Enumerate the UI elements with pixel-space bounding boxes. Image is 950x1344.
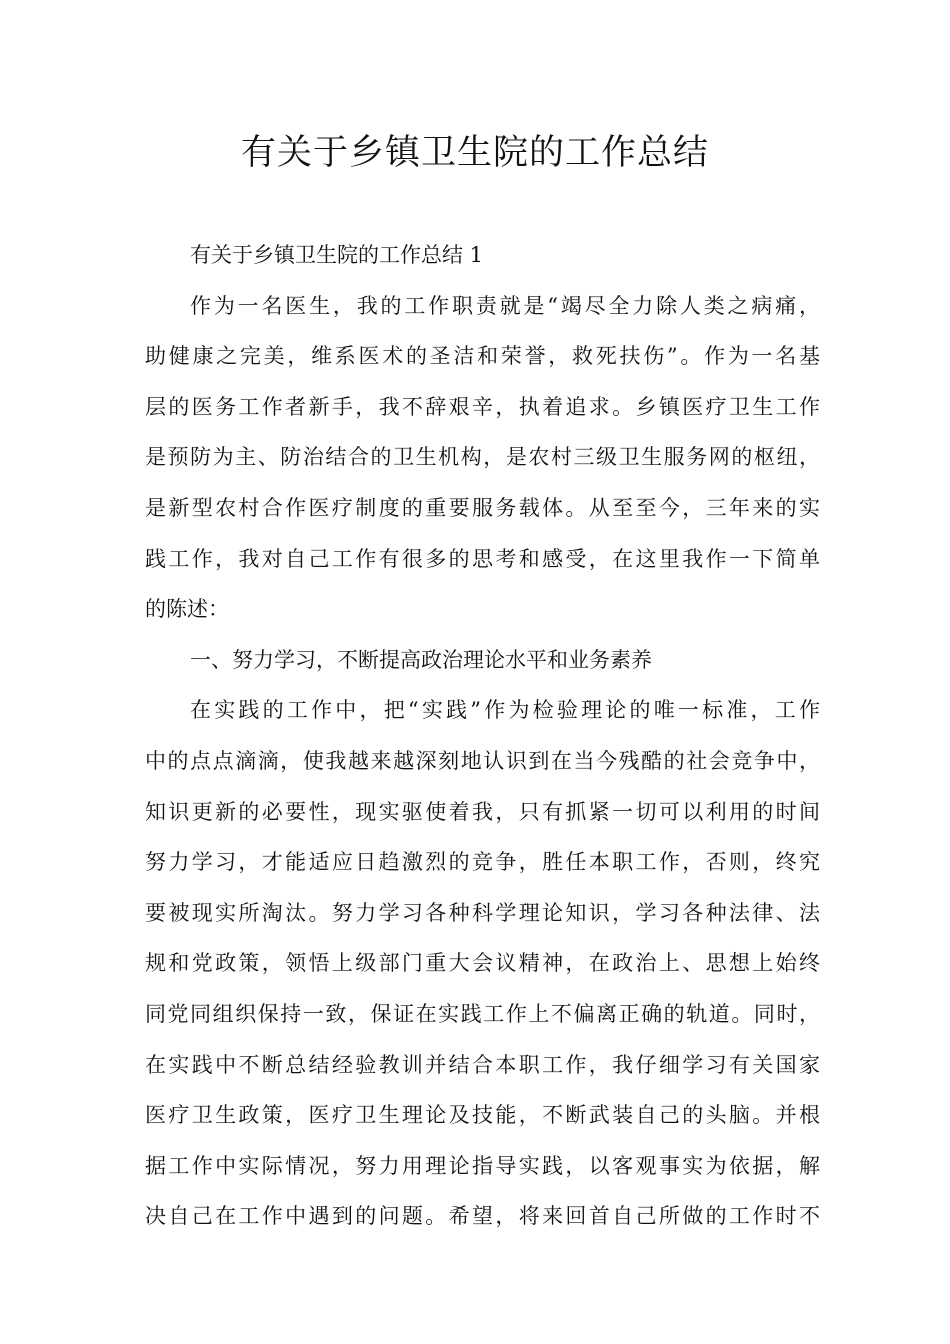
document-title: 有关于乡镇卫生院的工作总结 <box>240 133 709 173</box>
paragraph-line: 中的点点滴滴，使我越来越深刻地认识到在当今残酷的社会竞争中， <box>145 748 820 773</box>
paragraph-line: 在实践的工作中，把“实践”作为检验理论的唯一标准，工作 <box>190 698 820 723</box>
paragraph-line: 据工作中实际情况，努力用理论指导实践，以客观事实为依据，解 <box>145 1153 820 1178</box>
paragraph-line: 努力学习，才能适应日趋激烈的竞争，胜任本职工作，否则，终究 <box>145 850 820 875</box>
paragraph-line: 作为一名医生，我的工作职责就是“竭尽全力除人类之病痛， <box>190 293 820 318</box>
paragraph-line: 层的医务工作者新手，我不辞艰辛，执着追求。乡镇医疗卫生工作 <box>145 394 820 419</box>
paragraph-line: 要被现实所淘汰。努力学习各种科学理论知识，学习各种法律、法 <box>145 900 820 925</box>
paragraph-line: 知识更新的必要性，现实驱使着我，只有抓紧一切可以利用的时间 <box>145 799 820 824</box>
section-heading: 有关于乡镇卫生院的工作总结 1 <box>190 243 484 267</box>
paragraph-line: 决自己在工作中遇到的问题。希望，将来回首自己所做的工作时不 <box>145 1204 820 1229</box>
paragraph-line: 规和党政策，领悟上级部门重大会议精神，在政治上、思想上始终 <box>145 951 820 976</box>
document-body <box>145 230 820 1242</box>
paragraph-line: 医疗卫生政策，医疗卫生理论及技能，不断武装自己的头脑。并根 <box>145 1103 820 1128</box>
paragraph-line: 的陈述： <box>145 597 229 622</box>
paragraph-line: 践工作，我对自己工作有很多的思考和感受，在这里我作一下简单 <box>145 546 820 571</box>
paragraph-line: 同党同组织保持一致，保证在实践工作上不偏离正确的轨道。同时， <box>145 1001 820 1026</box>
paragraph-line: 是预防为主、防治结合的卫生机构，是农村三级卫生服务网的枢纽， <box>145 445 820 470</box>
section-heading: 一、努力学习，不断提高政治理论水平和业务素养 <box>190 647 652 672</box>
paragraph-line: 是新型农村合作医疗制度的重要服务载体。从至至今，三年来的实 <box>145 495 820 520</box>
paragraph-line: 在实践中不断总结经验教训并结合本职工作，我仔细学习有关国家 <box>145 1052 820 1077</box>
paragraph-line: 助健康之完美，维系医术的圣洁和荣誉，救死扶伤”。作为一名基 <box>145 344 820 369</box>
